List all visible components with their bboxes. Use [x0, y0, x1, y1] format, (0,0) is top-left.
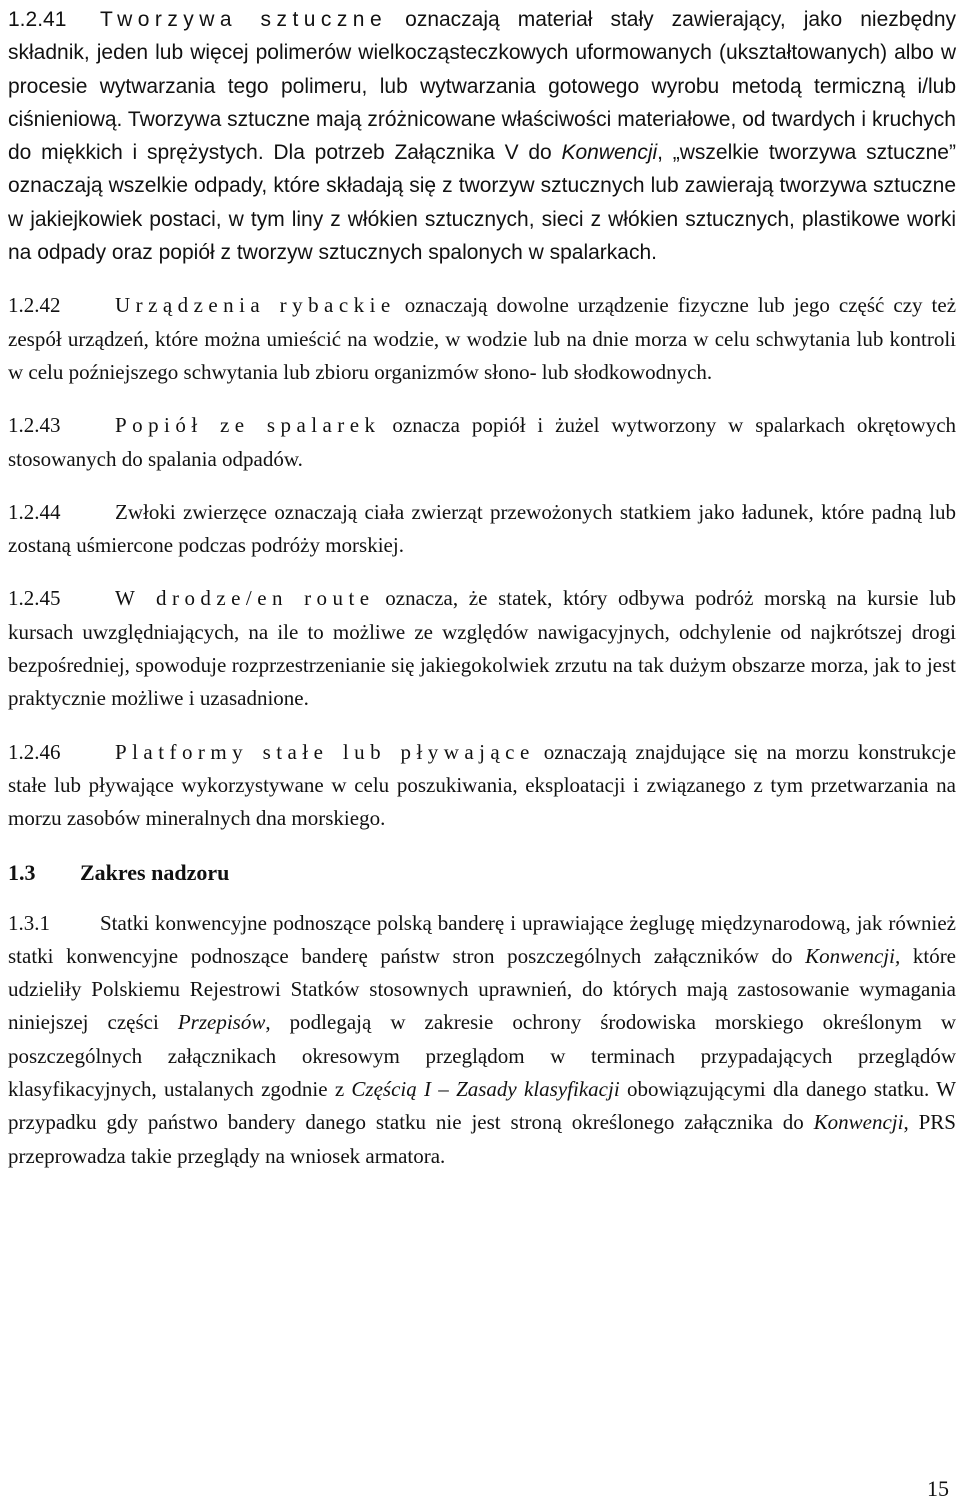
definition-1-2-46 [8, 736, 956, 836]
italic-reference: Konwencji, [805, 943, 901, 968]
section-title: Zakres nadzoru [80, 859, 230, 885]
definition-text: oznaczają dowolne urządzenie fizyczne lub jego część czy też zespół urządzeń, które można umieścić na wodzie, w wodzie lub na dnie morza w celu schwytania lub kontroli w celu poźniejszego schwytania lub zbioru organizmów słono- lub słodkowodnych. [8, 293, 957, 384]
italic-reference: Konwencji [561, 141, 658, 165]
defined-term: Tworzywa sztuczne [100, 8, 388, 31]
section-number: 1.2.44 [8, 499, 61, 524]
section-number: 1.2.46 [8, 739, 61, 764]
paragraph-1-3-1 [8, 907, 956, 1173]
definition-text: oznacza popiół i żużel wytworzony w spalarkach okrętowych stosowanych do spalania odpadów. [8, 413, 957, 471]
section-number: 1.2.42 [8, 293, 61, 318]
defined-term: Popiół ze spalarek [115, 413, 381, 438]
definition-1-2-44 [8, 496, 956, 563]
definition-text-cont: , „wszelkie tworzywa sztuczne” oznaczają wszelkie odpady, które składają się z tworzyw sztucznych lub zawierają tworzywa sztuczne w jakiejkowiek postaci, w tym liny z włókien sztucznych, sieci z włókien sztucznych, plastikowe worki na odpady oraz popiół z tworzyw sztucznych spalonych w spalarkach. [8, 141, 956, 265]
page-number: 15 [927, 1476, 949, 1501]
definition-1-2-41 [8, 3, 956, 269]
defined-term: Urządzenia rybackie [115, 293, 396, 318]
definition-text: oznacza, że statek, który odbywa podróż morską na kursie lub kursach uwzględniających, na ile to możliwe ze względów nawigacyjnych, odchylenie od najkrótszej drogi bezpośredniej, spowoduje rozprzestrzenianie się jakiegokolwiek zrzutu na tak dużym obszarze morza, jak to jest praktycznie możliwe i uzasadnione. [8, 586, 957, 711]
document-page [8, 3, 956, 1193]
definition-1-2-43 [8, 409, 956, 476]
section-heading-1-3 [8, 856, 956, 889]
paragraph-text-cont: obowiązującymi dla danego statku. W przypadku gdy państwo bandery danego statku nie jest stroną określonego załącznika do [8, 1077, 957, 1135]
italic-reference: Konwencji [813, 1110, 904, 1135]
defined-term: Platformy stałe lub pływające [115, 739, 535, 764]
definition-text: oznaczają znajdujące się na morzu konstrukcje stałe lub pływające wykorzystywane w celu poszukiwania, eksploatacji i związanego z tym przetwarzania na morzu zasobów mineralnych dna morskiego. [8, 739, 957, 831]
definition-1-2-42 [8, 289, 956, 389]
defined-term: W drodze/en route [115, 586, 375, 611]
paragraph-text-cont: które udzieliły Polskiemu Rejestrowi Statków stosownych uprawnień, do których mają zastosowanie wymagania niniejszej części [8, 943, 957, 1035]
paragraph-text-cont: , PRS przeprowadza takie przeglądy na wniosek armatora. [8, 1110, 956, 1168]
definition-1-2-45 [8, 582, 956, 715]
italic-reference: Częścią I – Zasady klasyfikacji [351, 1077, 620, 1102]
section-number: 1.2.45 [8, 586, 61, 611]
section-number: 1.2.43 [8, 413, 61, 438]
paragraph-text: Statki konwencyjne podnoszące polską banderę i uprawiające żeglugę międzynarodową, jak również statki konwencyjne podnoszące banderę państw stron poszczególnych załączników do [8, 910, 956, 968]
section-number: 1.3 [8, 859, 36, 885]
definition-text: Zwłoki zwierzęce oznaczają ciała zwierząt przewożonych statkiem jako ładunek, które padną lub zostaną uśmiercone podczas podróży morskiej. [8, 499, 956, 558]
italic-reference: Przepisów [177, 1010, 266, 1035]
section-number: 1.3.1 [8, 910, 50, 935]
section-number: 1.2.41 [8, 8, 67, 31]
definition-text: oznaczają materiał stały zawierający, jako niezbędny składnik, jeden lub więcej polimerów wielkocząsteczkowych uformowanych (ukształtowanych) albo w procesie wytwarzania tego polimeru, lub wytwarzania gotowego wyrobu metodą termiczną i/lub ciśnieniową. Tworzywa sztuczne mają zróżnicowane właściwości materiałowe, od twardych i kruchych do miękkich i sprężystych. Dla potrzeb Załącznika V do [8, 8, 956, 165]
paragraph-text-cont: , podlegają w zakresie ochrony środowiska morskiego określonym w poszczególnych załącznikach okresowym przeglądom w terminach przypadających przeglądów klasyfikacyjnych, ustalanych zgodnie z [8, 1010, 957, 1102]
